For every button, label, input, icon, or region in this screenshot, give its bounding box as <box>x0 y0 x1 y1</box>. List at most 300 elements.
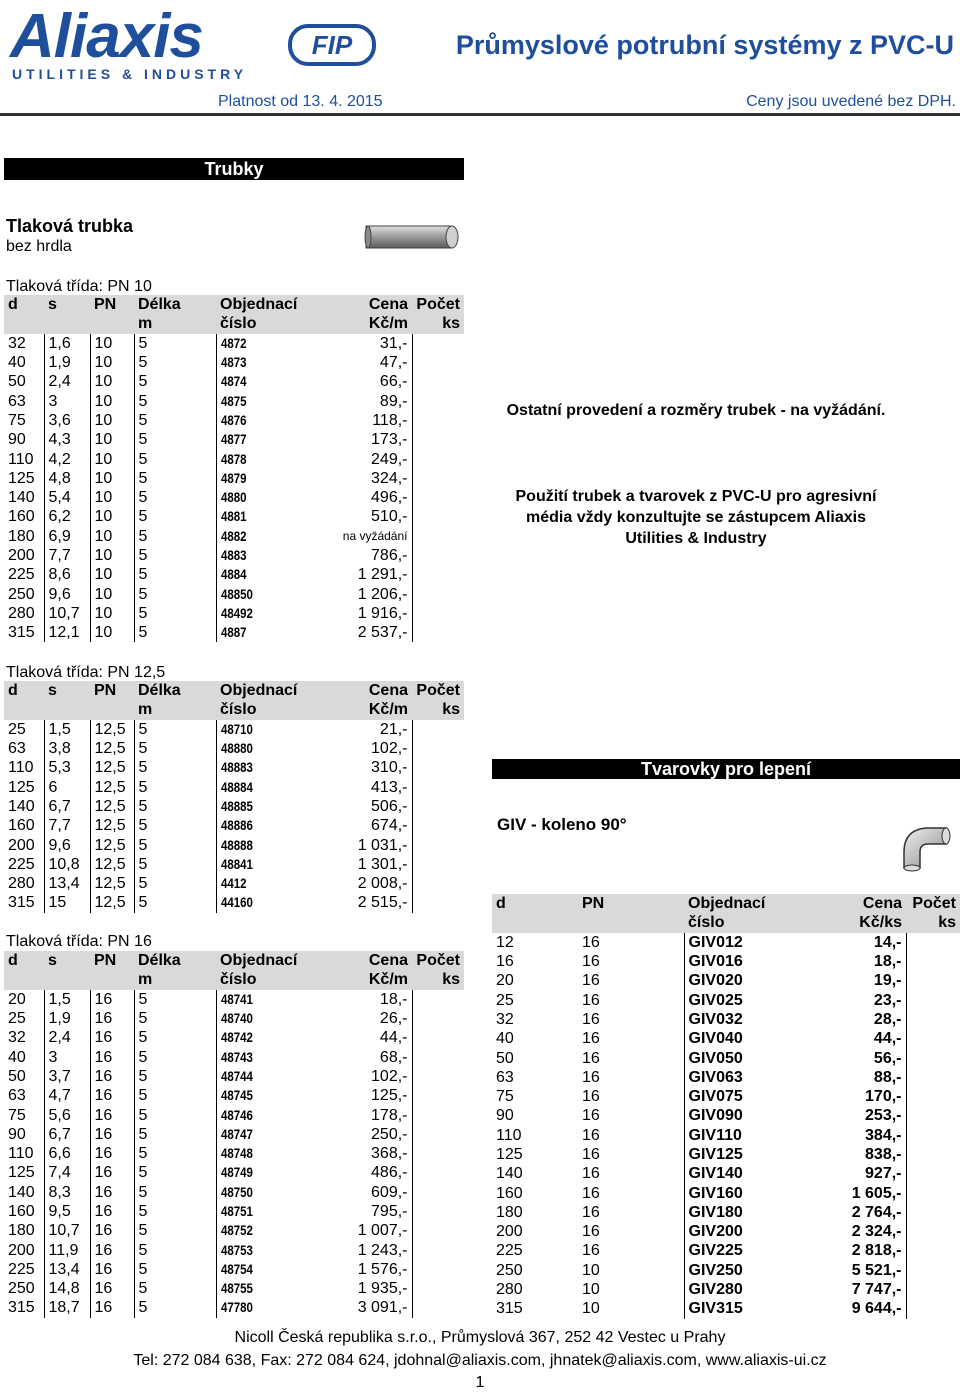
cell-price: 31,- <box>334 334 412 353</box>
table-row <box>492 1010 960 1029</box>
table-row <box>492 1126 960 1145</box>
cell-d: 225 <box>8 566 35 584</box>
col-length: Délka <box>134 951 216 970</box>
table-row <box>492 1029 960 1048</box>
cell-d: 63 <box>8 392 26 410</box>
elbow-icon <box>898 822 952 872</box>
table-row <box>4 507 464 526</box>
cell-price: 786,- <box>334 546 412 565</box>
cell-count[interactable] <box>412 720 464 739</box>
table-row <box>4 1279 464 1298</box>
pn16-table <box>4 951 464 1318</box>
cell-pn: 16 <box>90 1279 134 1298</box>
cell-s: 4,2 <box>44 449 90 468</box>
cell-price: 2 537,- <box>334 623 412 642</box>
table-row <box>4 1144 464 1163</box>
cell-count[interactable] <box>906 952 960 971</box>
cell-d: 110 <box>8 759 34 777</box>
cell-pn: 16 <box>90 1047 134 1066</box>
cell-d: 315 <box>8 1299 35 1317</box>
cell-count[interactable] <box>906 971 960 990</box>
cell-d: 250 <box>8 585 35 603</box>
cell-count[interactable] <box>412 372 464 391</box>
table-row <box>4 584 464 603</box>
cell-pn: 16 <box>90 990 134 1009</box>
cell-count[interactable] <box>412 797 464 816</box>
col-count: Počet <box>412 951 464 970</box>
cell-order-number: 4883 <box>216 546 334 565</box>
cell-order-number: 4884 <box>216 565 334 584</box>
cell-order-number: 48884 <box>216 777 334 796</box>
cell-price: 66,- <box>334 372 412 391</box>
cell-count[interactable] <box>906 1241 960 1260</box>
cell-price: 5 521,- <box>806 1261 906 1280</box>
cell-s: 10,7 <box>44 1221 90 1240</box>
cell-order-number: 48755 <box>216 1279 334 1298</box>
cell-count[interactable] <box>412 391 464 410</box>
footer-address: Nicoll Česká republika s.r.o., Průmyslová 367, 252 42 Vestec u Prahy <box>234 1329 726 1346</box>
cell-order-number: GIV315 <box>684 1299 806 1318</box>
col-order: Objednací <box>216 951 334 970</box>
table-row <box>4 1028 464 1047</box>
cell-count[interactable] <box>412 893 464 912</box>
cell-count[interactable] <box>906 1145 960 1164</box>
cell-price: 125,- <box>334 1086 412 1105</box>
cell-length: 5 <box>134 353 216 372</box>
col-pn: PN <box>90 951 134 970</box>
cell-count[interactable] <box>412 334 464 353</box>
table-row <box>4 372 464 391</box>
cell-d: 50 <box>8 1067 26 1085</box>
cell-length: 5 <box>134 527 216 546</box>
cell-count[interactable] <box>412 1086 464 1105</box>
cell-pn: 16 <box>90 1144 134 1163</box>
cell-price: 2 818,- <box>806 1241 906 1260</box>
cell-order-number: 48749 <box>216 1163 334 1182</box>
cell-count[interactable] <box>412 835 464 854</box>
cell-price: 384,- <box>806 1126 906 1145</box>
cell-order-number: 48747 <box>216 1125 334 1144</box>
cell-order-number: 4880 <box>216 488 334 507</box>
cell-count[interactable] <box>906 1087 960 1106</box>
cell-pn: 16 <box>582 1126 600 1144</box>
cell-count[interactable] <box>412 816 464 835</box>
cell-price: 89,- <box>334 391 412 410</box>
cell-count[interactable] <box>412 1028 464 1047</box>
cell-s: 6 <box>44 777 90 796</box>
cell-count[interactable] <box>906 1280 960 1299</box>
cell-length: 5 <box>134 1221 216 1240</box>
cell-s: 4,7 <box>44 1086 90 1105</box>
table-row <box>492 1241 960 1260</box>
cell-order-number: 47780 <box>216 1298 334 1317</box>
cell-count[interactable] <box>412 488 464 507</box>
cell-count[interactable] <box>906 1106 960 1125</box>
table-row <box>492 1068 960 1087</box>
cell-s: 9,6 <box>44 584 90 603</box>
cell-count[interactable] <box>412 1298 464 1317</box>
note-other-sizes: Ostatní provedení a rozměry trubek - na vyžádání. <box>506 402 886 419</box>
cell-count[interactable] <box>412 1144 464 1163</box>
cell-count[interactable] <box>412 604 464 623</box>
cell-order-number: 48492 <box>216 604 334 623</box>
cell-order-number: 48743 <box>216 1047 334 1066</box>
cell-d: 280 <box>496 1281 523 1299</box>
cell-s: 13,4 <box>44 1260 90 1279</box>
cell-count[interactable] <box>906 1126 960 1145</box>
col-d: d <box>4 951 44 970</box>
cell-order-number: 4887 <box>216 623 334 642</box>
cell-pn: 16 <box>90 1086 134 1105</box>
cell-count[interactable] <box>412 430 464 449</box>
cell-d: 280 <box>8 604 35 622</box>
table-row <box>492 933 960 952</box>
cell-order-number: GIV090 <box>684 1106 806 1125</box>
col-s: s <box>44 295 90 314</box>
cell-count[interactable] <box>412 1067 464 1086</box>
table-row <box>492 1203 960 1222</box>
cell-price: 21,- <box>334 720 412 739</box>
table-row <box>4 1240 464 1259</box>
cell-pn: 16 <box>582 953 600 971</box>
cell-count[interactable] <box>906 1048 960 1067</box>
cell-price: 56,- <box>806 1048 906 1067</box>
cell-price: 88,- <box>806 1068 906 1087</box>
cell-price: 674,- <box>334 816 412 835</box>
cell-d: 125 <box>8 778 35 796</box>
cell-count[interactable] <box>412 990 464 1009</box>
prices-note: Ceny jsou uvedené bez DPH. <box>746 93 956 110</box>
cell-d: 315 <box>8 894 35 912</box>
table-row <box>492 1183 960 1202</box>
cell-d: 20 <box>496 972 514 990</box>
cell-count[interactable] <box>412 874 464 893</box>
cell-count[interactable] <box>906 1029 960 1048</box>
cell-count[interactable] <box>412 469 464 488</box>
table-row <box>492 1106 960 1125</box>
cell-price: 368,- <box>334 1144 412 1163</box>
table-row <box>4 758 464 777</box>
cell-price: 413,- <box>334 777 412 796</box>
cell-price: 26,- <box>334 1009 412 1028</box>
cell-pn: 12,5 <box>90 758 134 777</box>
table-row <box>4 855 464 874</box>
cell-s: 12,1 <box>44 623 90 642</box>
cell-pn: 10 <box>582 1300 600 1318</box>
cell-price: 2 324,- <box>806 1222 906 1241</box>
cell-pn: 16 <box>90 1028 134 1047</box>
cell-pn: 12,5 <box>90 739 134 758</box>
cell-order-number: 4412 <box>216 874 334 893</box>
cell-price: 18,- <box>334 990 412 1009</box>
cell-length: 5 <box>134 835 216 854</box>
cell-count[interactable] <box>412 1183 464 1202</box>
cell-count[interactable] <box>412 1125 464 1144</box>
note-usage-3: Utilities & Industry <box>625 530 767 547</box>
table-row <box>4 391 464 410</box>
footer-contacts: Tel: 272 084 638, Fax: 272 084 624, jdohnal@aliaxis.com, jhnatek@aliaxis.com, www.aliaxis-ui.cz <box>133 1352 827 1369</box>
cell-price: 486,- <box>334 1163 412 1182</box>
cell-count[interactable] <box>412 1105 464 1124</box>
cell-length: 5 <box>134 1028 216 1047</box>
cell-price: 250,- <box>334 1125 412 1144</box>
note-usage-1: Použití trubek a tvarovek z PVC-U pro agresivní <box>515 488 877 505</box>
giv-col-order: Objednací <box>684 894 806 913</box>
cell-d: 200 <box>8 547 35 564</box>
cell-count[interactable] <box>412 855 464 874</box>
cell-pn: 16 <box>90 1067 134 1086</box>
cell-count[interactable] <box>412 507 464 526</box>
cell-s: 7,4 <box>44 1163 90 1182</box>
table-row <box>4 430 464 449</box>
cell-s: 6,6 <box>44 1144 90 1163</box>
cell-count[interactable] <box>906 933 960 952</box>
col-order-unit: číslo <box>216 970 334 989</box>
cell-pn: 16 <box>582 933 600 951</box>
cell-price: 1 291,- <box>334 565 412 584</box>
cell-s: 6,7 <box>44 1125 90 1144</box>
cell-pn: 16 <box>582 1030 600 1048</box>
cell-count[interactable] <box>412 1202 464 1221</box>
brand-subtitle: UTILITIES & INDUSTRY <box>12 66 248 82</box>
cell-pn: 10 <box>90 604 134 623</box>
cell-count[interactable] <box>906 1203 960 1222</box>
validity-date: Platnost od 13. 4. 2015 <box>218 93 383 110</box>
cell-length: 5 <box>134 411 216 430</box>
cell-count[interactable] <box>906 1299 960 1318</box>
cell-pn: 16 <box>582 1010 600 1028</box>
col-count: Počet <box>412 295 464 314</box>
cell-count[interactable] <box>412 1260 464 1279</box>
page-number: 1 <box>475 1374 485 1391</box>
cell-price: 18,- <box>806 952 906 971</box>
cell-pn: 16 <box>90 1202 134 1221</box>
cell-count[interactable] <box>412 1047 464 1066</box>
cell-pn: 16 <box>582 1049 600 1067</box>
cell-length: 5 <box>134 488 216 507</box>
cell-order-number: 48883 <box>216 758 334 777</box>
cell-d: 12 <box>496 933 514 951</box>
col-order: Objednací <box>216 681 334 700</box>
cell-order-number: GIV025 <box>684 990 806 1009</box>
cell-length: 5 <box>134 1183 216 1202</box>
cell-pn: 10 <box>582 1261 600 1279</box>
cell-length: 5 <box>134 623 216 642</box>
col-count-unit: ks <box>412 970 464 989</box>
cell-price: 14,- <box>806 933 906 952</box>
pipe-icon <box>364 222 460 252</box>
col-price-unit: Kč/m <box>334 700 412 719</box>
cell-count[interactable] <box>906 1164 960 1183</box>
col-s: s <box>44 681 90 700</box>
cell-s: 14,8 <box>44 1279 90 1298</box>
cell-length: 5 <box>134 1202 216 1221</box>
cell-count[interactable] <box>906 990 960 1009</box>
cell-price: 1 576,- <box>334 1260 412 1279</box>
cell-order-number: GIV040 <box>684 1029 806 1048</box>
table-row <box>492 1087 960 1106</box>
cell-pn: 10 <box>90 430 134 449</box>
cell-pn: 10 <box>90 584 134 603</box>
cell-length: 5 <box>134 1105 216 1124</box>
table-row <box>4 353 464 372</box>
cell-pn: 16 <box>90 1298 134 1317</box>
cell-count[interactable] <box>412 1240 464 1259</box>
cell-count[interactable] <box>412 623 464 642</box>
cell-count[interactable] <box>412 565 464 584</box>
cell-count[interactable] <box>412 1009 464 1028</box>
cell-d: 180 <box>8 1222 35 1240</box>
cell-length: 5 <box>134 1240 216 1259</box>
cell-s: 2,4 <box>44 1028 90 1047</box>
table-row <box>4 1009 464 1028</box>
cell-count[interactable] <box>412 546 464 565</box>
cell-count[interactable] <box>412 584 464 603</box>
cell-price: 609,- <box>334 1183 412 1202</box>
cell-length: 5 <box>134 816 216 835</box>
pn125-title: Tlaková třída: PN 12,5 <box>6 664 166 681</box>
cell-pn: 10 <box>90 546 134 565</box>
cell-price: 1 935,- <box>334 1279 412 1298</box>
cell-length: 5 <box>134 584 216 603</box>
cell-order-number: 48752 <box>216 1221 334 1240</box>
table-row <box>4 797 464 816</box>
cell-order-number: 4882 <box>216 527 334 546</box>
table-row <box>4 1105 464 1124</box>
cell-price: 510,- <box>334 507 412 526</box>
cell-length: 5 <box>134 1009 216 1028</box>
cell-s: 10,8 <box>44 855 90 874</box>
cell-count[interactable] <box>906 1261 960 1280</box>
page-headline: Průmyslové potrubní systémy z PVC-U <box>455 30 954 60</box>
product-title: Tlaková trubka <box>6 216 134 236</box>
cell-d: 250 <box>496 1261 523 1279</box>
table-row <box>4 449 464 468</box>
cell-d: 110 <box>8 450 34 468</box>
cell-count[interactable] <box>412 527 464 546</box>
cell-price: 324,- <box>334 469 412 488</box>
cell-count[interactable] <box>412 739 464 758</box>
cell-d: 25 <box>8 1010 26 1028</box>
table-row <box>4 874 464 893</box>
cell-order-number: GIV125 <box>684 1145 806 1164</box>
header-divider <box>0 113 960 116</box>
cell-s: 1,9 <box>44 353 90 372</box>
cell-price: 253,- <box>806 1106 906 1125</box>
cell-pn: 10 <box>90 527 134 546</box>
cell-d: 200 <box>496 1223 523 1241</box>
col-order: Objednací <box>216 295 334 314</box>
cell-d: 140 <box>8 489 35 507</box>
cell-d: 315 <box>496 1300 523 1318</box>
cell-price: 795,- <box>334 1202 412 1221</box>
cell-s: 3 <box>44 391 90 410</box>
cell-count[interactable] <box>906 1068 960 1087</box>
table-row <box>4 1298 464 1317</box>
cell-length: 5 <box>134 604 216 623</box>
cell-order-number: 48741 <box>216 990 334 1009</box>
cell-d: 32 <box>8 334 26 352</box>
cell-length: 5 <box>134 430 216 449</box>
cell-order-number: GIV140 <box>684 1164 806 1183</box>
cell-s: 7,7 <box>44 546 90 565</box>
cell-count[interactable] <box>412 353 464 372</box>
cell-s: 1,5 <box>44 990 90 1009</box>
cell-count[interactable] <box>906 1222 960 1241</box>
cell-d: 40 <box>8 1048 26 1066</box>
cell-count[interactable] <box>412 449 464 468</box>
cell-price: 1 301,- <box>334 855 412 874</box>
cell-order-number: 48841 <box>216 855 334 874</box>
cell-d: 125 <box>8 469 35 487</box>
fip-logo: FIP <box>288 24 376 66</box>
cell-pn: 16 <box>582 1242 600 1260</box>
cell-order-number: 48753 <box>216 1240 334 1259</box>
cell-d: 90 <box>8 1125 26 1143</box>
cell-pn: 10 <box>90 372 134 391</box>
table-row <box>492 1048 960 1067</box>
cell-count[interactable] <box>412 1163 464 1182</box>
cell-order-number: 48880 <box>216 739 334 758</box>
cell-pn: 16 <box>90 1163 134 1182</box>
cell-d: 225 <box>496 1242 523 1260</box>
section-pipes-header: Trubky <box>4 158 464 180</box>
cell-order-number: 48885 <box>216 797 334 816</box>
cell-length: 5 <box>134 797 216 816</box>
table-row <box>4 411 464 430</box>
cell-count[interactable] <box>412 777 464 796</box>
cell-price: 68,- <box>334 1047 412 1066</box>
cell-pn: 16 <box>582 991 600 1009</box>
cell-pn: 16 <box>582 1088 600 1106</box>
cell-order-number: GIV016 <box>684 952 806 971</box>
cell-order-number: GIV280 <box>684 1280 806 1299</box>
cell-d: 25 <box>496 991 514 1009</box>
table-row <box>4 604 464 623</box>
cell-length: 5 <box>134 391 216 410</box>
cell-d: 160 <box>8 1203 35 1220</box>
cell-count[interactable] <box>412 758 464 777</box>
cell-count[interactable] <box>412 1221 464 1240</box>
table-row <box>4 835 464 854</box>
cell-count[interactable] <box>412 1279 464 1298</box>
note-usage-2: média vždy konzultujte se zástupcem Aliaxis <box>526 509 866 526</box>
cell-price: 102,- <box>334 739 412 758</box>
cell-length: 5 <box>134 1125 216 1144</box>
cell-length: 5 <box>134 565 216 584</box>
cell-count[interactable] <box>412 411 464 430</box>
cell-d: 140 <box>8 797 35 815</box>
cell-order-number: 48850 <box>216 584 334 603</box>
cell-count[interactable] <box>906 1010 960 1029</box>
cell-price: 102,- <box>334 1067 412 1086</box>
cell-order-number: 4872 <box>216 334 334 353</box>
cell-pn: 16 <box>582 1068 600 1086</box>
table-row <box>4 1221 464 1240</box>
cell-count[interactable] <box>906 1183 960 1202</box>
cell-length: 5 <box>134 893 216 912</box>
cell-pn: 10 <box>90 334 134 353</box>
table-row <box>492 1164 960 1183</box>
table-row <box>4 469 464 488</box>
cell-pn: 16 <box>90 1240 134 1259</box>
cell-order-number: 48748 <box>216 1144 334 1163</box>
col-count-unit: ks <box>412 314 464 333</box>
cell-pn: 12,5 <box>90 874 134 893</box>
cell-length: 5 <box>134 1298 216 1317</box>
cell-length: 5 <box>134 1279 216 1298</box>
cell-length: 5 <box>134 720 216 739</box>
